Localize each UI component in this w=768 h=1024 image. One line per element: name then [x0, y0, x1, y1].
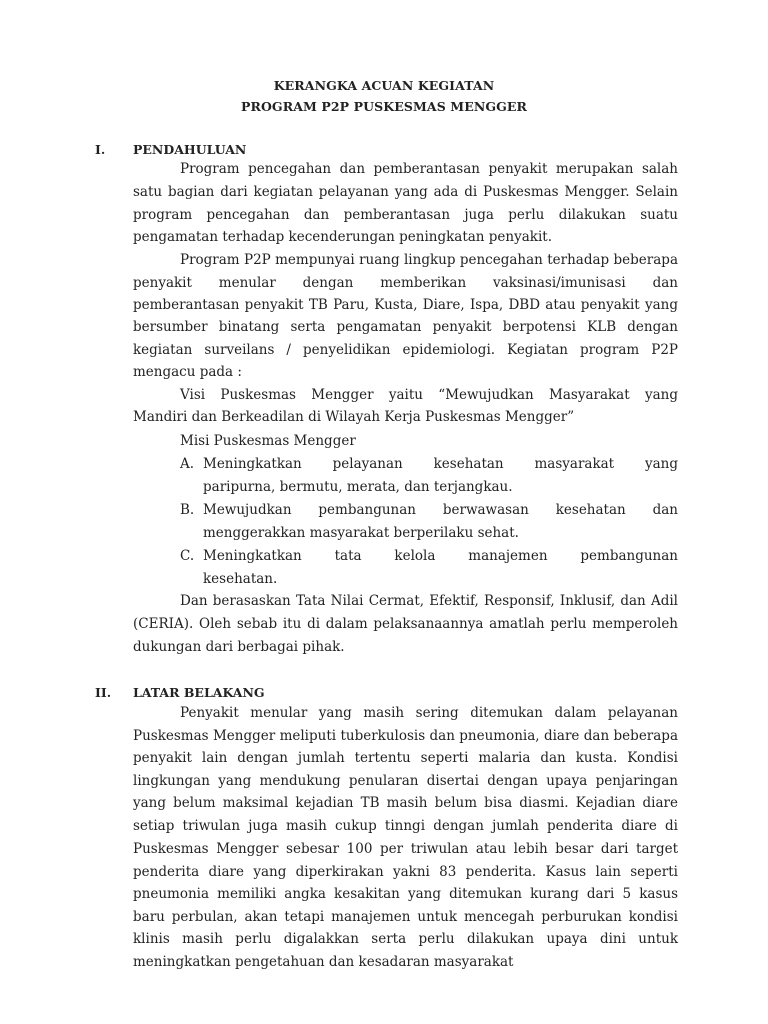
misi-item: menggerakkan masyarakat berperilaku sehat. — [203, 525, 519, 541]
paragraph-line: bersumber binatang serta pengamatan penyakit berpotensi KLB dengan — [133, 319, 678, 335]
misi-item: Meningkatkan tata kelola manajemen pembangunan — [203, 548, 678, 564]
paragraph-line: kegiatan surveilans / penyelidikan epidemiologi. Kegiatan program P2P — [133, 342, 678, 358]
misi-label: A. — [180, 456, 195, 472]
paragraph-line: penderita diare yang diperkirakan yakni 83 penderita. Kasus lain seperti — [133, 864, 678, 880]
doc-title-line-1: KERANGKA ACUAN KEGIATAN — [273, 78, 495, 93]
paragraph-line: pemberantasan penyakit TB Paru, Kusta, Diare, Ispa, DBD atau penyakit yang — [133, 297, 678, 313]
paragraph-line: satu bagian dari kegiatan pelayanan yang ada di Puskesmas Mengger. Selain — [133, 184, 678, 200]
misi-label: B. — [180, 502, 195, 518]
paragraph-line: Program P2P mempunyai ruang lingkup pencegahan terhadap beberapa — [180, 252, 678, 268]
paragraph-line: klinis masih perlu digalakkan serta perlu dilakukan upaya dini untuk — [133, 931, 678, 947]
section-1-number: I. — [95, 142, 106, 157]
paragraph-line: penyakit menular dengan memberikan vaksinasi/imunisasi dan — [133, 275, 678, 291]
section-2-number: II. — [95, 685, 112, 700]
section-1-heading: PENDAHULUAN — [133, 142, 247, 157]
paragraph-line: program pencegahan dan pemberantasan juga perlu dilakukan suatu — [133, 207, 678, 223]
paragraph-line: meningkatkan pengetahuan dan kesadaran masyarakat — [133, 954, 514, 970]
misi-item: paripurna, bermutu, merata, dan terjangkau. — [203, 479, 513, 495]
paragraph-line: baru perbulan, akan tetapi manajemen untuk mencegah perburukan kondisi — [133, 909, 678, 925]
paragraph-line: pneumonia memiliki angka kesakitan yang ditemukan kurang dari 5 kasus — [133, 886, 678, 902]
section-2-heading: LATAR BELAKANG — [133, 685, 265, 700]
paragraph-line: dukungan dari berbagai pihak. — [133, 639, 345, 655]
paragraph-line: penyakit lain dengan jumlah tertentu seperti malaria dan kusta. Kondisi — [133, 750, 678, 766]
paragraph-line: (CERIA). Oleh sebab itu di dalam pelaksanaannya amatlah perlu memperoleh — [133, 616, 678, 632]
misi-item: Meningkatkan pelayanan kesehatan masyarakat yang — [203, 456, 678, 472]
misi-heading: Misi Puskesmas Mengger — [180, 433, 356, 449]
visi-line: Visi Puskesmas Mengger yaitu “Mewujudkan Masyarakat yang — [180, 387, 678, 403]
paragraph-line: Puskesmas Mengger meliputi tuberkulosis dan pneumonia, diare dan beberapa — [133, 728, 678, 744]
visi-line: Mandiri dan Berkeadilan di Wilayah Kerja Puskesmas Mengger” — [133, 409, 575, 425]
paragraph-line: Penyakit menular yang masih sering ditemukan dalam pelayanan — [180, 705, 678, 721]
paragraph-line: pengamatan terhadap kecenderungan peningkatan penyakit. — [133, 229, 553, 245]
paragraph-line: Program pencegahan dan pemberantasan penyakit merupakan salah — [180, 161, 678, 177]
paragraph-line: mengacu pada : — [133, 364, 242, 380]
misi-label: C. — [180, 548, 195, 564]
paragraph-line: yang belum maksimal kejadian TB masih belum bisa diasmi. Kejadian diare — [133, 795, 678, 811]
doc-title-line-2: PROGRAM P2P PUSKESMAS MENGGER — [240, 99, 528, 114]
misi-item: kesehatan. — [203, 571, 278, 587]
paragraph-line: lingkungan yang mendukung penularan disertai dengan upaya penjaringan — [133, 773, 678, 789]
paragraph-line: Puskesmas Mengger sebesar 100 per triwulan atau lebih besar dari target — [133, 841, 678, 857]
paragraph-line: Dan berasaskan Tata Nilai Cermat, Efektif, Responsif, Inklusif, dan Adil — [180, 593, 678, 609]
paragraph-line: setiap triwulan juga masih cukup tinngi dengan jumlah penderita diare di — [133, 818, 678, 834]
misi-item: Mewujudkan pembangunan berwawasan kesehatan dan — [203, 502, 678, 518]
